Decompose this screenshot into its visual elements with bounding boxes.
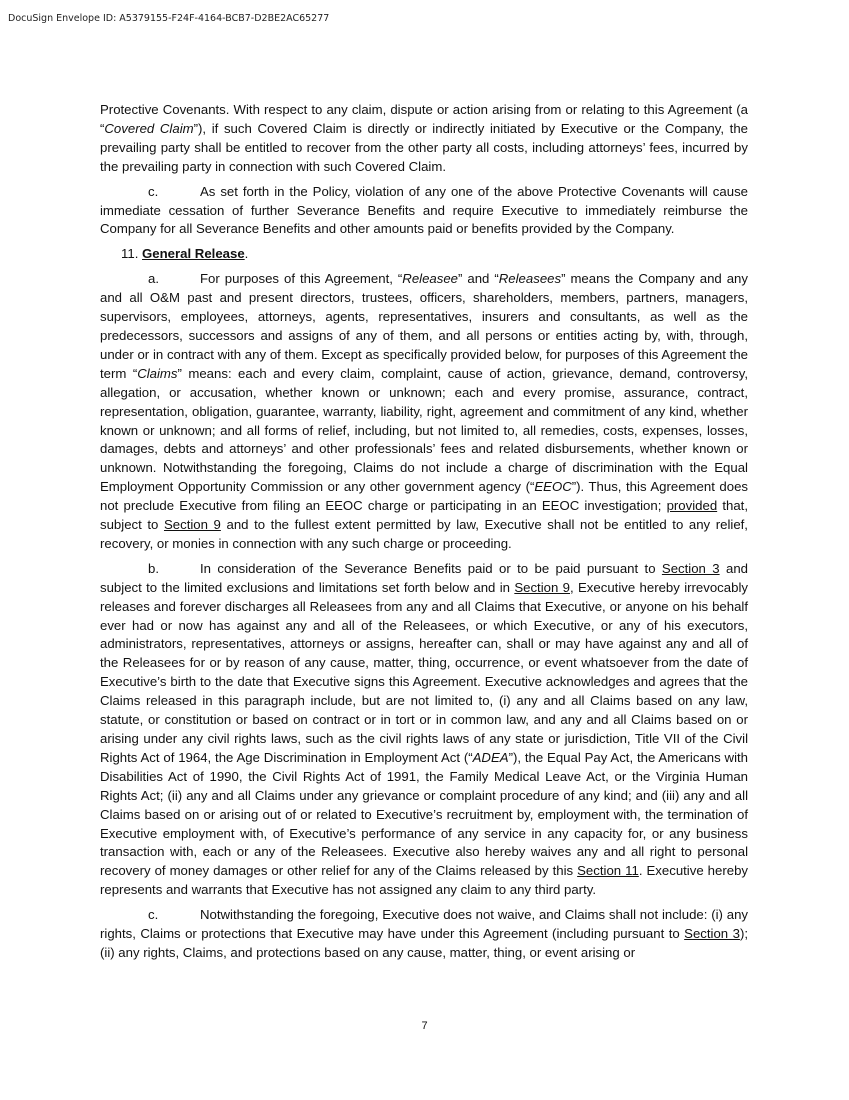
section-11-heading: [100, 245, 748, 264]
paragraph-label: b.: [148, 560, 159, 576]
text-run: In consideration of the Severance Benefits paid or to be paid pursuant to: [200, 560, 662, 576]
paragraph-label: a.: [148, 271, 159, 287]
text-run: For purposes of this Agreement, “: [200, 271, 403, 287]
underlined-provided: provided: [666, 498, 718, 514]
paragraph-11c: [100, 906, 748, 963]
text-run: . Executive hereby represents and warrants that Executive has not assigned any claim to any third party.: [100, 863, 748, 898]
text-run: ”), if such Covered Claim is directly or indirectly initiated by Executive or the Company, the prevailing party shall be entitled to recover from the other party all costs, including attorneys’ fees, incurred by the prevailing party in connection with such Covered Claim.: [100, 120, 748, 174]
paragraph-11a: [100, 270, 748, 554]
document-body: [100, 101, 748, 969]
text-run: As set forth in the Policy, violation of any one of the above Protective Covenants will cause immediate cessation of further Severance Benefits and require Executive to immediately reimburse the Company for all Severance Benefits and other amounts paid or benefits provided by the Company.: [100, 183, 748, 237]
section-reference: Section 3: [684, 926, 740, 942]
section-reference: Section 3: [661, 560, 720, 576]
page-number: 7: [421, 1020, 428, 1032]
paragraph-11b: [100, 560, 748, 900]
text-run: , Executive hereby irrevocably releases and forever discharges all Releasees from any and all Claims that Executive, or anyone on his behalf ever had or now has against any and all of the Releasees, or which Executive, or any of his executors, administrators, representatives, attorneys or assigns, hereafter can, shall or may have against any and all of the Releasees for or by reason of any cause, matter, thing, occurrence, or event whatsoever from the date of Executive’s birth to the date that Executive signs this Agreement. Executive acknowledges and agrees that the Claims released in this paragraph include, but are not limited to, (i) any and all Claims based on any law, statute, or constitution or based on contract or in tort or in common law, and any and all Claims based on or arising under any civil rights laws, such as the civil rights laws of any state or jurisdiction, Title VII of the Civil Rights Act of 1964, the Age Discrimination in Employment Act (“: [100, 579, 748, 765]
defined-term-covered-claim: Covered Claim: [104, 120, 194, 136]
paragraph-label: c.: [148, 183, 159, 199]
text-run: Notwithstanding the foregoing, Executive does not waive, and Claims shall not include: (i) any rights, Claims or protections that Executive may have under this Agreement (including pursuant to: [100, 907, 748, 942]
section-number: 11.: [121, 246, 139, 262]
defined-term-eeoc: EEOC: [534, 479, 572, 495]
defined-term-releasees: Releasees: [498, 271, 562, 287]
text-run: ” means the Company and any and all O&M past and present directors, trustees, officers, shareholders, members, partners, managers, supervisors, employees, attorneys, agents, representatives, insurers and consultants, as well as the predecessors, successors and assigns of any of them, and all persons or entities acting by, with, through, under or in contract with any of them. Except as specifically provided below, for purposes of this Agreement the term “: [100, 271, 748, 381]
text-run: ” and “: [458, 271, 499, 287]
section-reference: Section 9: [514, 579, 570, 595]
paragraph-label: c.: [148, 907, 159, 923]
docusign-envelope-id: DocuSign Envelope ID: A5379155-F24F-4164-BCB7-D2BE2AC65277: [8, 13, 330, 24]
text-run: and to the fullest extent permitted by law, Executive shall not be entitled to any relief, recovery, or monies in connection with any such charge or proceeding.: [100, 517, 748, 551]
defined-term-adea: ADEA: [472, 749, 509, 765]
text-run: that, subject to: [100, 498, 748, 533]
text-run: ”). Thus, this Agreement does not preclude Executive from filing an EEOC charge or participating in an EEOC investigation;: [100, 479, 748, 514]
text-run: and subject to the limited exclusions and limitations set forth below and in: [100, 560, 748, 595]
section-reference: Section 11: [577, 863, 639, 879]
section-title: General Release: [142, 246, 245, 262]
section-reference: Section 9: [163, 517, 221, 533]
defined-term-claims: Claims: [137, 365, 178, 381]
paragraph-10c: [100, 183, 748, 240]
text-run: ”), the Equal Pay Act, the Americans with Disabilities Act of 1990, the Civil Rights Act of 1991, the Family Medical Leave Act, or the Virginia Human Rights Act; (ii) any and all Claims under any grievance or complaint procedure of any kind; and (iii) any and all Claims based on or arising out of or related to Executive’s recruitment by, employment with, the termination of Executive employment with, of Executive’s performance of any service in any capacity for, or any business transaction with, each or any of the Releasees. Executive also hereby waives any and all right to personal recovery of money damages or other relief for any of the Claims released by this: [100, 749, 749, 879]
text-run: .: [244, 246, 249, 262]
paragraph-protective-covenants-continued: [100, 101, 748, 177]
text-run: ” means: each and every claim, complaint, cause of action, grievance, demand, controversy, allegation, or accusation, whether known or unknown; each and every promise, assurance, contract, representation, obligation, guarantee, warranty, liability, right, agreement and commitment of any kind, whether known or unknown; and all forms of relief, including, but not limited to, all remedies, costs, expenses, losses, damages, debts and attorneys’ and other professionals’ fees and related disbursements, whether known or unknown. Notwithstanding the foregoing, Claims do not include a charge of discrimination with the Equal Employment Opportunity Commission or any other government agency (“: [100, 365, 748, 495]
text-run: Protective Covenants. With respect to any claim, dispute or action arising from or relating to this Agreement (a “: [100, 102, 748, 136]
defined-term-releasee: Releasee: [402, 271, 459, 287]
text-run: ); (ii) any rights, Claims, and protections based on any cause, matter, thing, or event arising or: [100, 926, 748, 960]
